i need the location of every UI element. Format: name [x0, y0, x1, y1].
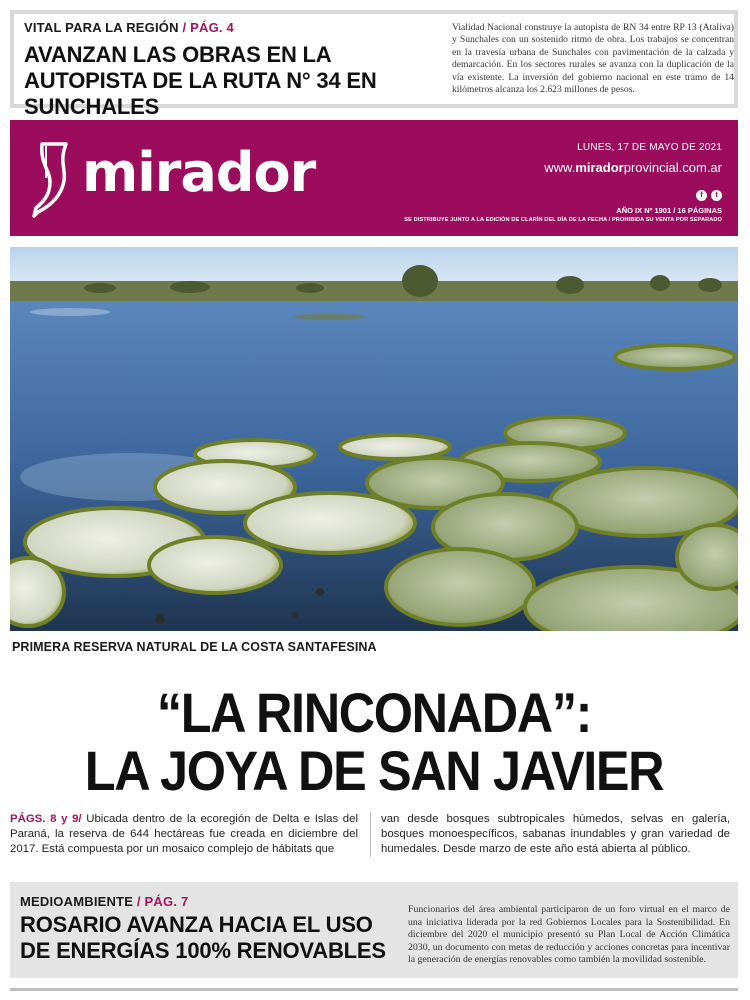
- twitter-icon[interactable]: t: [711, 190, 722, 201]
- top-story-page: PÁG. 4: [190, 20, 234, 35]
- kicker-separator: /: [136, 894, 141, 909]
- main-headline-line2: LA JOYA DE SAN JAVIER: [84, 739, 664, 802]
- top-story-box[interactable]: [10, 10, 738, 119]
- top-story-kicker: [24, 20, 234, 35]
- distribution-note: SE DISTRIBUYE JUNTO A LA EDICIÓN DE CLARÍN DEL DÍA DE LA FECHA / PROHIBIDA SU VENTA POR SEPARADO: [404, 217, 722, 223]
- logo-mark-icon: [32, 142, 72, 218]
- bottom-story-section: MEDIOAMBIENTE: [20, 894, 134, 909]
- bottom-story-box[interactable]: [10, 882, 738, 978]
- facebook-icon[interactable]: f: [696, 190, 707, 201]
- bottom-divider: [10, 988, 738, 991]
- website-link[interactable]: www.miradorprovincial.com.ar: [544, 160, 722, 175]
- top-story-section: VITAL PARA LA REGIÓN: [24, 20, 179, 35]
- bottom-story-page: PÁG. 7: [144, 894, 189, 909]
- cover-photo: [10, 247, 738, 631]
- body-left-text: Ubicada dentro de la ecoregión de Delta e Islas del Paraná, la reserva de 644 hectáreas fue creada en diciembre del 2017. Está compuesta por un mosaico complejo de hábitats que: [10, 813, 358, 855]
- main-story-body: [10, 812, 738, 857]
- bottom-story-summary: Funcionarios del área ambiental participaron de un foro virtual en el marco de una iniciativa liderada por la red Gobiernos Locales para la Sostenibilidad. En diciembre del 2020 el municipio presentó su Plan Local de Acción Climática 2030, un documento con metas de reducción y acciones concretas para incentivar la generación de energías renovables como también la movilidad sostenible.: [408, 904, 730, 966]
- bottom-story-headline[interactable]: ROSARIO AVANZA HACIA EL USO DE ENERGÍAS 100% RENOVABLES: [20, 912, 386, 963]
- body-column-right: van desde bosques subtropicales húmedos, selvas en galería, bosques monoespecíficos, sabanas inundables y gran variedad de humedales. Desde marzo de este año está abierta al público.: [370, 812, 730, 857]
- logo-wordmark: mirador: [82, 141, 316, 204]
- body-column-left: [10, 812, 370, 857]
- top-story-summary: Vialidad Nacional construye la autopista de RN 34 entre RP 13 (Ataliva) y Sunchales con un sostenido ritmo de obra. Los trabajos se concentran en la travesía urbana de Sunchales con pavimentación de la calzada y demarcación. En los sectores rurales se avanza con la duplicación de la vía existente. La inversión del gobierno nacional en este tramo de 14 kilómetros alcanza los 2.623 millones de pesos.: [452, 22, 734, 96]
- social-icons: [696, 190, 722, 201]
- photo-kicker: PRIMERA RESERVA NATURAL DE LA COSTA SANTAFESINA: [12, 640, 377, 654]
- kicker-separator: /: [182, 20, 187, 35]
- main-headline[interactable]: [46, 681, 701, 802]
- lead-pages: PÁGS. 8 y 9/: [10, 813, 82, 825]
- issue-number: AÑO IX Nº 1901 / 16 PÁGINAS: [616, 206, 722, 215]
- edition-date: LUNES, 17 DE MAYO DE 2021: [577, 142, 722, 153]
- top-story-headline[interactable]: AVANZAN LAS OBRAS EN LA AUTOPISTA DE LA RUTA N° 34 EN SUNCHALES: [24, 42, 377, 119]
- main-headline-line1: “LA RINCONADA”:: [156, 681, 592, 744]
- masthead: [10, 120, 738, 236]
- bottom-story-kicker: [20, 894, 188, 909]
